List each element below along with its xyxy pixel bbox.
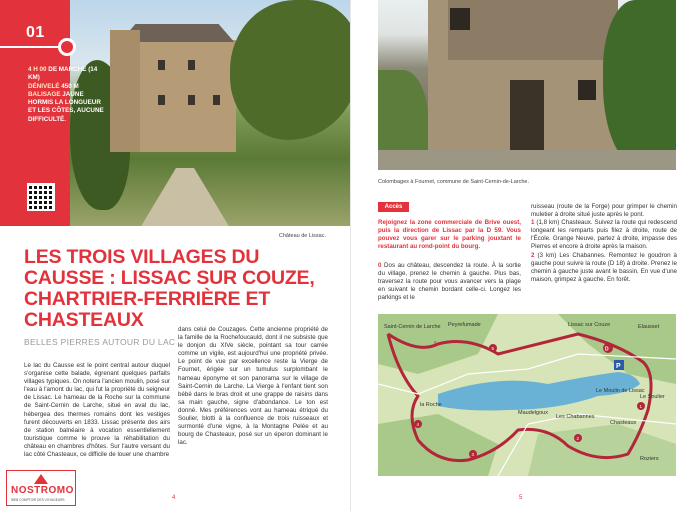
body-column-1: Le lac du Causse est le point central autour duquel s'organise cette balade, égrenant quelques parfaits villages typiques. On notera l'ancien moulin, posé sur l'eau à l'amont du lac, qui fut la propriété du seigneur de Lissac. Le hameau de la Roche sur la commune de Saint-Cernin de Larche, situé en aval du lac, hébergea des thermes romains dont les vestiges furent découverts en 1833. Lissac présente des airs de station balnéaire à vocation essentiellement touristique comme le prouve la réhabilitation du château en chambres d'hôtes. Sur l'autre versant du lac côté Chasteaux, ce difficile de louer une chambre	[24, 362, 170, 459]
route-info-text: 4 H 00 DE MARCHE (14 KM) DÉNIVELÉ 450 M BALISAGE JAUNE HORMIS LA LONGUEUR ET LES CÔTES, AUCUNE DIFFICULTÉ.	[28, 66, 104, 123]
castle-photo	[70, 0, 350, 226]
waypoint-label: 5	[491, 346, 495, 351]
castle-illustration	[118, 40, 236, 152]
acces-badge: Accès	[378, 202, 409, 212]
page-number: 4	[172, 495, 176, 501]
mountain-icon	[34, 474, 48, 484]
acces-text: Rejoignez la zone commerciale de Brive ouest, puis la direction de Lissac par la D 59. Vous pouvez vous garer sur le parking jouxtant le restaurant au rond-point du bourg.	[378, 219, 521, 251]
house-illustration	[428, 0, 618, 170]
chapter-subtitle: BELLES PIERRES AUTOUR DU LAC	[24, 337, 176, 347]
map-label: Chasteaux	[610, 420, 637, 426]
map-label: Le Soulier	[640, 394, 665, 400]
route-number-marker	[58, 38, 76, 56]
map-label: la Roche	[420, 402, 442, 408]
qr-code[interactable]	[27, 183, 55, 211]
map-label: Elausset	[638, 324, 660, 330]
waypoint-label: 6	[434, 340, 437, 345]
chapter-title: LES TROIS VILLAGES DU CAUSSE : LISSAC SUR COUZE, CHARTRIER-FERRIÈRE ET CHASTEAUX	[24, 246, 315, 331]
map-label: Peyrefumade	[448, 322, 481, 328]
route-map-svg	[378, 314, 676, 476]
waypoint-label: 2	[576, 436, 580, 441]
parking-label: P	[616, 363, 621, 370]
body-column-2: dans celui de Couzages. Cette ancienne propriété de la famille de la Rochefoucauld, dont il ne subsiste que le donjon du XIVe siècle, pointant sa tour carrée comme un vigile, est aujourd'hui une propriété privée. Le point de vue par excellence reste la Vierge de Fournet, érigée sur un tumulus surplombant le hameau éponyme et son panorama sur le village de Saint-Cernin de Larche. La Vierge à l'enfant tient son bébé dans le bras droit et une grappe de raisins dans sa main gauche, signe d'abondance. Le ton est donné. Mes préférences vont au hameau étriqué du Soulier, blotti à la confluence de trois ruisseaux et surmonté d'une vigne, à la Montagne Pelée et au bourg de Chasteaux, posé sur un éperon dominant le lac.	[178, 326, 328, 447]
map-label: Roziers	[640, 456, 659, 462]
map-label: Saint-Cernin de Larche	[384, 324, 441, 330]
photo-caption: Château de Lissac.	[278, 233, 326, 239]
waypoint-label: 1	[639, 404, 643, 409]
route-number: 01	[26, 24, 45, 41]
map-label: Lissac sur Couze	[568, 322, 611, 328]
half-timbered-house-photo	[378, 0, 676, 170]
waypoint-start: D	[605, 346, 609, 353]
publisher-logo: NOSTROMO WEB COMPTOIR DES VOYAGEURS	[6, 470, 76, 506]
waypoint-label: 3	[471, 452, 475, 457]
map-label: Le Moulin de Lissac	[596, 388, 645, 394]
page-number: 5	[519, 495, 523, 501]
waypoint-label: 4	[416, 422, 420, 427]
step-0: 0 Dos au château, descendez la route. À la sortie du village, prenez le chemin à gauche. Plus bas, traversez la route pour vous avancer vers la plage en suivant le chemin bordant celle-ci. Longez les parkings et le	[378, 262, 521, 302]
right-page	[350, 0, 700, 511]
map-label: Les Chabannes	[556, 414, 595, 420]
photo-caption: Colombages à Fournet, commune de Saint-Cernin-de-Larche.	[378, 179, 530, 185]
route-map	[378, 314, 676, 476]
map-label: Maudelgoux	[518, 410, 548, 416]
steps-column: ruisseau (route de la Forge) pour grimper le chemin muletier à droite situé juste après le pont. 1 (1,8 km) Chasteaux. Suivez la route qui redescend longeant les remparts puis filez à droite, route de l'École. Grange Neuve, partez à droite, impasse des Pierres et encore à droite après la maison. 2 (3 km) Les Chabannes. Remontez le goudron à gauche pour suivre la route (D 18) à droite. Prenez le chemin à gauche juste avant le bassin. En vue d'une maison, grimpez à gauche. En forêt.	[531, 203, 677, 283]
